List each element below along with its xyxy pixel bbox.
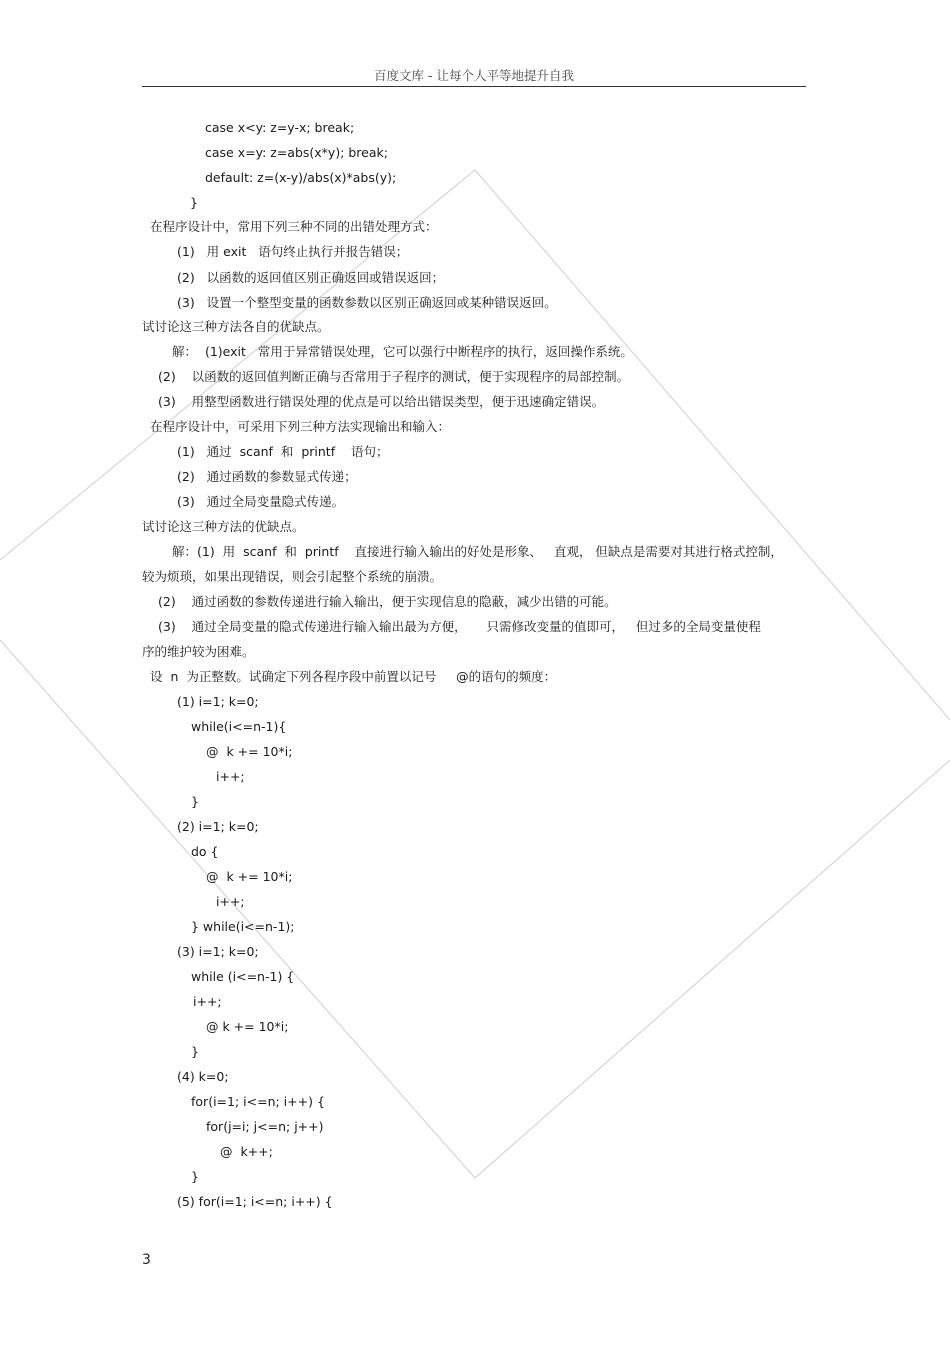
text-line: (3) 通过全局变量隐式传递。 <box>177 494 345 509</box>
header-divider <box>142 86 806 87</box>
text-line: 试讨论这三种方法的优缺点。 <box>142 519 305 534</box>
text-line: 较为烦琐，如果出现错误，则会引起整个系统的崩溃。 <box>142 569 443 584</box>
text-line: (3) 用整型函数进行错误处理的优点是可以给出错误类型，便于迅速确定错误。 <box>158 394 605 409</box>
text-line: } <box>190 195 198 210</box>
text-line: (2) 通过函数的参数显式传递； <box>177 469 357 484</box>
text-line: (3) 通过全局变量的隐式传递进行输入输出最为方便， 只需修改变量的值即可， 但过多的全局变量使程 <box>158 619 761 634</box>
text-line: do { <box>191 844 219 859</box>
text-line: (2) 以函数的返回值区别正确返回或错误返回； <box>177 270 445 285</box>
text-line: case x=y: z=abs(x*y); break; <box>205 145 388 160</box>
text-line: (5) for(i=1; i<=n; i++) { <box>177 1194 333 1209</box>
text-line: 解： (1)exit 常用于异常错误处理，它可以强行中断程序的执行，返回操作系统。 <box>172 344 633 359</box>
text-line: (1) i=1; k=0; <box>177 694 259 709</box>
text-line: @ k++; <box>220 1144 273 1159</box>
text-line: @ k += 10*i; <box>206 1019 289 1034</box>
text-line: for(i=1; i<=n; i++) { <box>191 1094 325 1109</box>
text-line: (4) k=0; <box>177 1069 229 1084</box>
page-number: 3 <box>142 1252 151 1268</box>
text-line: (3) 设置一个整型变量的函数参数以区别正确返回或某种错误返回。 <box>177 295 557 310</box>
text-line: while (i<=n-1) { <box>191 969 295 984</box>
text-line: 解：(1) 用 scanf 和 printf 直接进行输入输出的好处是形象、 直观， 但缺点是需要对其进行格式控制， <box>172 544 783 559</box>
text-line: (2) 通过函数的参数传递进行输入输出，便于实现信息的隐蔽，减少出错的可能。 <box>158 594 617 609</box>
text-line: 试讨论这三种方法各自的优缺点。 <box>142 319 330 334</box>
text-line: 在程序设计中，可采用下列三种方法实现输出和输入： <box>150 419 451 434</box>
text-line: case x<y: z=y-x; break; <box>205 120 355 135</box>
text-line: 在程序设计中，常用下列三种不同的出错处理方式： <box>150 219 438 234</box>
text-line: } <box>191 794 199 809</box>
text-line: } <box>191 1044 199 1059</box>
text-line: @ k += 10*i; <box>206 744 293 759</box>
text-line: } <box>191 1169 199 1184</box>
watermark-line-bottom <box>0 640 950 1178</box>
text-line: (3) i=1; k=0; <box>177 944 259 959</box>
watermark-line-top <box>0 170 950 720</box>
text-line: i++; <box>193 994 222 1009</box>
text-line: (1) 用 exit 语句终止执行并报告错误； <box>177 244 409 259</box>
text-line: i++; <box>216 894 245 909</box>
text-line: (2) i=1; k=0; <box>177 819 259 834</box>
text-line: @ k += 10*i; <box>206 869 293 884</box>
text-line: (1) 通过 scanf 和 printf 语句； <box>177 444 389 459</box>
text-line: } while(i<=n-1); <box>191 919 295 934</box>
page-header: 百度文库 - 让每个人平等地提升自我 <box>374 68 574 83</box>
text-line: i++; <box>216 769 245 784</box>
text-line: for(j=i; j<=n; j++) <box>206 1119 324 1134</box>
text-line: 设 n 为正整数。试确定下列各程序段中前置以记号 @的语句的频度： <box>150 669 557 684</box>
text-line: default: z=(x-y)/abs(x)*abs(y); <box>205 170 397 185</box>
text-line: while(i<=n-1){ <box>191 719 287 734</box>
text-line: (2) 以函数的返回值判断正确与否常用于子程序的测试，便于实现程序的局部控制。 <box>158 369 630 384</box>
text-line: 序的维护较为困难。 <box>142 644 255 659</box>
